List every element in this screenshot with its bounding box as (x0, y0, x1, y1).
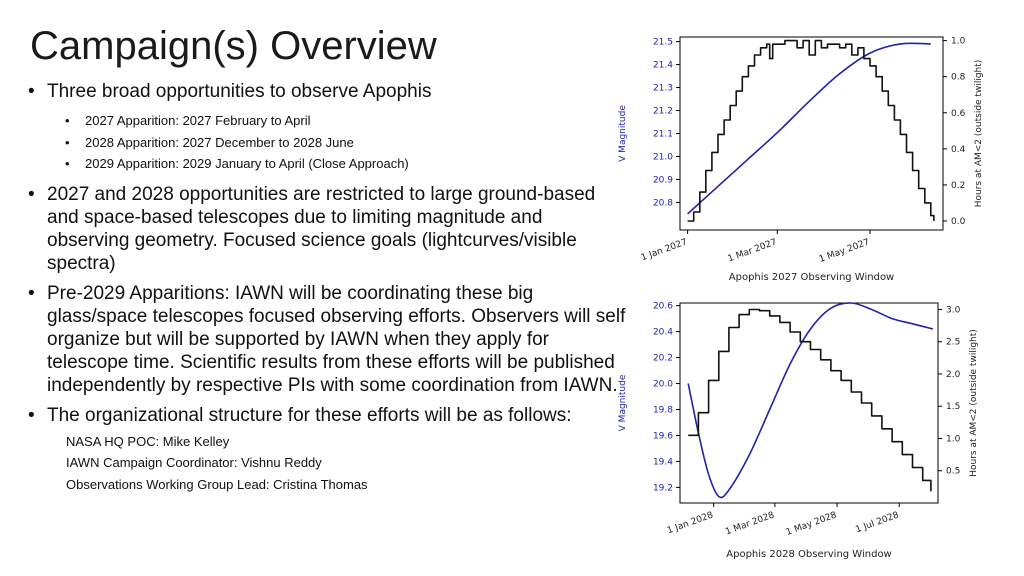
y-tick-label: 21.1 (652, 129, 673, 140)
y2-tick-label: 0.6 (951, 108, 966, 119)
org-line: NASA HQ POC: Mike Kelley (66, 433, 230, 449)
sub-bullet (28, 132, 628, 154)
hours-series-line (688, 310, 931, 492)
bullet-marker: • (65, 134, 70, 150)
plot-frame (680, 303, 938, 503)
y-tick-label: 21.0 (652, 152, 673, 163)
sub-bullet-text: 2029 Apparition: 2029 January to April (Close Approach) (85, 156, 409, 171)
y-tick-label: 20.2 (652, 353, 673, 364)
bullet-restrictions (28, 183, 628, 275)
sub-bullet-text: 2028 Apparition: 2027 December to 2028 June (85, 134, 354, 150)
y-tick-label: 21.4 (652, 60, 673, 71)
hours-series-line (688, 41, 934, 221)
chart-title: Apophis 2028 Observing Window (726, 549, 892, 560)
y2-tick-label: 1.5 (946, 402, 961, 413)
y-axis-label: V Magnitude (618, 105, 628, 162)
y2-tick-label: 0.2 (951, 180, 966, 191)
sub-bullet (28, 153, 628, 175)
bullet-marker: • (28, 81, 35, 102)
bullet-text: The organizational structure for these efforts will be as follows: (47, 404, 572, 426)
bullet-text: Pre-2029 Apparitions: IAWN will be coordinating these big glass/space telescopes focused observing efforts. Observers will self organize but will be supported by IAWN when they apply for telescope time. Scientific results from these efforts will be published independently by respective PIs with some coordination from IAWN. (47, 282, 626, 396)
y2-tick-label: 3.0 (946, 305, 961, 316)
y2-axis-label: Hours at AM<2 (outside twilight) (974, 59, 984, 208)
y-tick-label: 21.3 (652, 83, 673, 94)
y2-tick-label: 1.0 (946, 434, 961, 445)
bullet-coordination (28, 282, 628, 397)
y2-tick-label: 2.5 (946, 337, 961, 348)
y-tick-label: 21.2 (652, 106, 673, 117)
bullet-opportunities (28, 80, 628, 103)
x-tick-label: 1 Mar 2027 (726, 237, 779, 265)
y2-tick-label: 1.0 (951, 36, 966, 47)
magnitude-series-line (688, 303, 933, 498)
y-tick-label: 19.4 (652, 457, 673, 468)
x-tick-label: 1 May 2028 (784, 510, 839, 538)
org-line: IAWN Campaign Coordinator: Vishnu Reddy (66, 455, 322, 470)
x-tick-label: 1 May 2027 (817, 237, 872, 265)
y-tick-label: 19.6 (652, 431, 673, 442)
y2-tick-label: 0.4 (951, 144, 966, 155)
chart-title: Apophis 2027 Observing Window (728, 272, 895, 283)
bullet-organization (28, 404, 628, 427)
x-tick-label: 1 Jan 2028 (665, 510, 715, 537)
y-tick-label: 19.8 (652, 405, 673, 416)
y-axis-label: V Magnitude (618, 374, 628, 432)
y-tick-label: 21.5 (652, 37, 673, 48)
y-tick-label: 20.6 (652, 301, 673, 312)
y-tick-label: 20.9 (652, 175, 673, 186)
y2-axis-label: Hours at AM<2 (outside twilight) (969, 329, 979, 477)
bullet-marker: • (28, 404, 35, 426)
x-tick-label: 1 Jul 2028 (854, 510, 901, 536)
plot-frame (680, 37, 943, 230)
page-title: Campaign(s) Overview (30, 24, 437, 68)
y2-tick-label: 0.0 (951, 216, 966, 227)
bullet-marker: • (28, 282, 35, 304)
y-tick-label: 20.0 (652, 379, 673, 390)
sub-bullet-text: 2027 Apparition: 2027 February to April (85, 113, 311, 128)
bullet-text: 2027 and 2028 opportunities are restricted to large ground-based and space-based telescopes due to limiting magnitude and observing geometry. Focused science goals (lightcurves/visible spectra) (47, 183, 596, 274)
y2-tick-label: 0.5 (946, 466, 961, 477)
chart-2027-observing-window (600, 20, 1020, 290)
bullet-marker: • (65, 113, 70, 128)
y-tick-label: 20.4 (652, 327, 673, 338)
y2-tick-label: 2.0 (946, 369, 961, 380)
bullet-marker: • (65, 156, 70, 171)
bullet-list (28, 80, 628, 495)
chart-2028-observing-window (600, 296, 1020, 572)
x-tick-label: 1 Mar 2028 (724, 510, 776, 538)
y2-tick-label: 0.8 (951, 72, 966, 83)
x-tick-label: 1 Jan 2027 (639, 237, 689, 264)
bullet-marker: • (28, 183, 35, 205)
y-tick-label: 19.2 (652, 483, 673, 494)
y-tick-label: 20.8 (652, 198, 673, 209)
bullet-text: Three broad opportunities to observe Apophis (47, 81, 432, 102)
sub-bullet (28, 110, 628, 132)
org-line: Observations Working Group Lead: Cristina Thomas (66, 476, 368, 492)
